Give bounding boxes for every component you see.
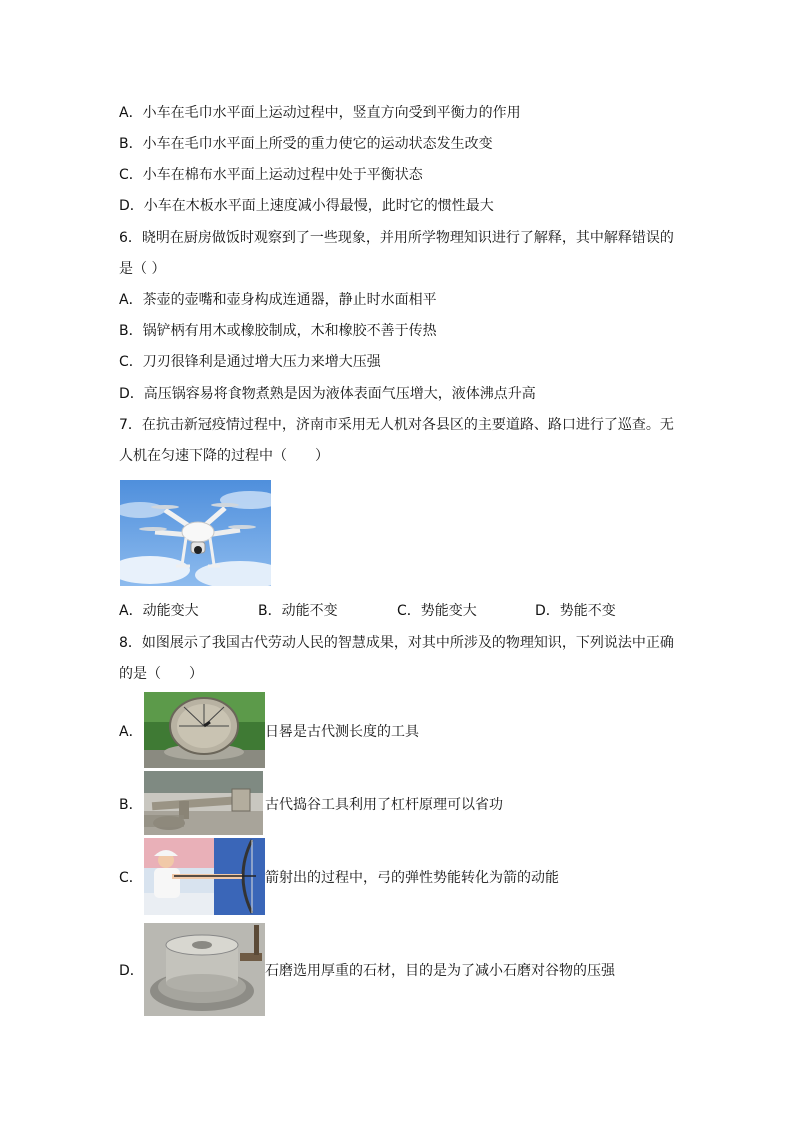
- q7-stem-line1: 7．在抗击新冠疫情过程中，济南市采用无人机对各县区的主要道路、路口进行了巡查。无: [119, 417, 674, 433]
- q8-option-c-text: 箭射出的过程中，弓的弹性势能转化为箭的动能: [265, 870, 559, 886]
- q6-option-b: B．锅铲柄有用木或橡胶制成，木和橡胶不善于传热: [119, 323, 437, 339]
- q5-option-d: D．小车在木板水平面上速度减小得最慢，此时它的惯性最大: [119, 198, 494, 214]
- q5-option-c: C．小车在棉布水平面上运动过程中处于平衡状态: [119, 167, 423, 183]
- q8-option-d-text: 石磨选用厚重的石材，目的是为了减小石磨对谷物的压强: [265, 963, 615, 979]
- stone-mill-image: [144, 923, 265, 1016]
- q7-option-d: D．势能不变: [535, 603, 616, 619]
- q6-option-a: A．茶壶的壶嘴和壶身构成连通器，静止时水面相平: [119, 292, 437, 308]
- q8-stem-line2: 的是（ ）: [119, 666, 203, 682]
- q7-option-a: A．动能变大: [119, 603, 199, 619]
- q8-option-a-text: 日晷是古代测长度的工具: [265, 724, 419, 740]
- q6-stem-line1: 6．晓明在厨房做饭时观察到了一些现象，并用所学物理知识进行了解释，其中解释错误的: [119, 230, 674, 246]
- sundial-image: [144, 692, 265, 768]
- grain-pounder-image: [144, 771, 263, 835]
- q8-option-a-letter: A．: [119, 724, 143, 740]
- q7-options: [119, 600, 679, 622]
- archer-image: [144, 838, 265, 915]
- q8-stem-line1: 8．如图展示了我国古代劳动人民的智慧成果，对其中所涉及的物理知识，下列说法中正确: [119, 635, 674, 651]
- q6-option-c: C．刀刃很锋利是通过增大压力来增大压强: [119, 354, 381, 370]
- q6-option-d: D．高压锅容易将食物煮熟是因为液体表面气压增大，液体沸点升高: [119, 386, 536, 402]
- q7-option-c: C．势能变大: [397, 603, 477, 619]
- q7-stem-line2: 人机在匀速下降的过程中（ ）: [119, 448, 329, 464]
- q5-option-a: A．小车在毛巾水平面上运动过程中，竖直方向受到平衡力的作用: [119, 105, 521, 121]
- q8-option-c-letter: C．: [119, 870, 143, 886]
- q7-option-b: B．动能不变: [258, 603, 338, 619]
- q8-option-b-letter: B．: [119, 797, 143, 813]
- drone-image: [120, 480, 271, 586]
- q8-option-d-letter: D．: [119, 963, 144, 979]
- q6-stem-line2: 是（ ）: [119, 261, 166, 277]
- q5-option-b: B．小车在毛巾水平面上所受的重力使它的运动状态发生改变: [119, 136, 493, 152]
- q8-option-b-text: 古代捣谷工具利用了杠杆原理可以省功: [265, 797, 503, 813]
